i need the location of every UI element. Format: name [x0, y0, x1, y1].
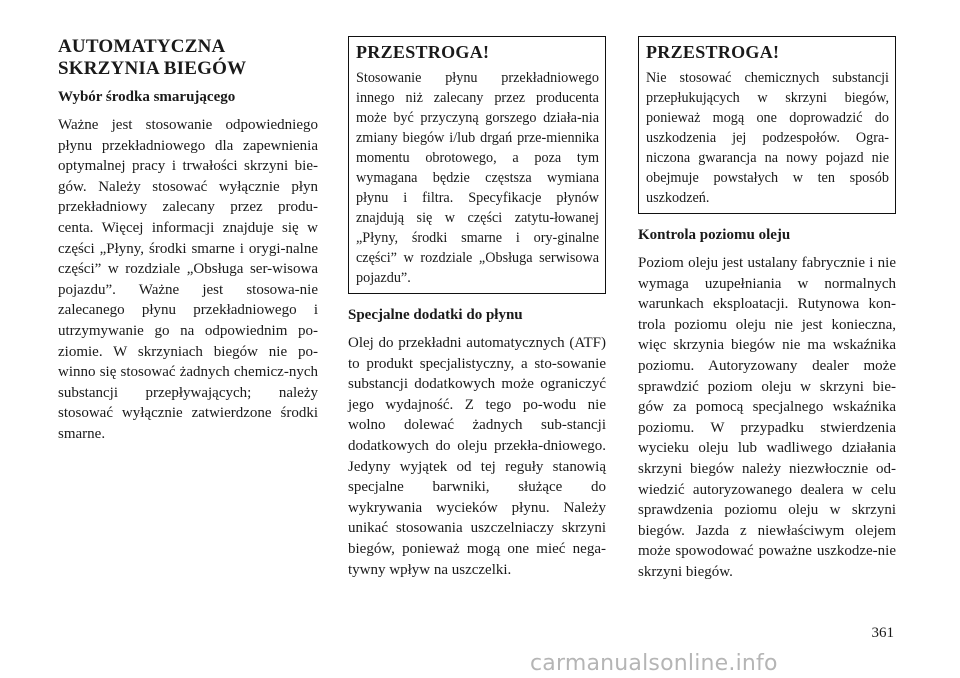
lubricant-selection-paragraph: Ważne jest stosowanie odpowiedniego płynu przekładniowego dla zapewnienia optymalnej pracy i trwałości skrzyni bie-gów. Należy stosować wyłącznie płyn przekładniowy zalecany przez produ-centa. Więcej informacji znajduje się w części „Płyny, środki smarne i orygi-nalne części” w rozdziale „Obsługa ser-wisowa pojazdu”. Ważne jest stosowa-nie zalecanego płynu przekładniowego i utrzymywanie go na odpowiednim po-ziomie. W skrzyniach biegów nie po-winno się stosować żadnych chemicz-nych substancji przepływających; należy stosować wyłącznie zatwierdzone środki smarne. [58, 117, 318, 442]
section-title-line2: SKRZYNIA BIEGÓW [58, 58, 247, 79]
page-number: 361 [871, 625, 894, 641]
section-title [58, 36, 318, 80]
caution-text: Stosowanie płynu przekładniowego innego niż zalecany przez producenta może być przyczyną gorszego działa-nia zmiany biegów i/lub drgań prze-miennika momentu obrotowego, a poza tym wymagana będzie częstsza wymiana płynu i filtra. Specyfikacje płynów znajdują się w części zatytu-łowanej „Płyny, środki smarne i ory-ginalne części” w rozdziale „Obsługa serwisowa pojazdu”. [356, 70, 599, 286]
left-column [58, 36, 318, 455]
caution-box-fluid [348, 36, 606, 294]
oil-level-check-paragraph: Poziom oleju jest ustalany fabrycznie i nie wymaga uzupełniania w normalnych warunkach eksploatacji. Rutynowa kon-trola poziomu oleju nie jest konieczna, więc skrzynia biegów nie ma wskaźnika poziomu. Autoryzowany dealer może sprawdzić poziom oleju w skrzyni bie-gów za pomocą specjalnego wskaźnika poziomu. W przypadku stwierdzenia wycieku oleju lub wadliwego działania skrzyni biegów należy niezwłocznie od-wiedzić autoryzowanego dealera w celu sprawdzenia poziomu oleju w skrzyni biegów. Jazda z niewłaściwym olejem może spowodować poważne uszkodze-nie skrzyni biegów. [638, 255, 896, 580]
watermark: carmanualsonline.info [530, 651, 778, 676]
caution-title: PRZESTROGA! [356, 42, 490, 62]
fluid-additives-heading: Specjalne dodatki do płynu [348, 307, 523, 323]
fluid-additives-paragraph: Olej do przekładni automatycznych (ATF) to produkt specjalistyczny, a sto-sowanie substancji dodatkowych może ograniczyć jego wydajność. Z tego po-wodu nie wolno dolewać żadnych sub-stancji dodatkowych do oleju przekła-dniowego. Jedyny wyjątek od tej reguły stanowią specjalne barwniki, służące do wykrywania wycieków płynu. Należy unikać stosowania uszczelniaczy skrzyni biegów, ponieważ mogą one mieć nega-tywny wpływ na uszczelki. [348, 335, 606, 578]
caution-text: Nie stosować chemicznych substancji przepłukujących w skrzyni biegów, ponieważ mogą one doprowadzić do uszkodzenia jej podzespołów. Ogra-niczona gwarancja na nowy pojazd nie obejmuje powstałych w ten sposób uszkodzeń. [646, 70, 889, 206]
oil-level-check-heading: Kontrola poziomu oleju [638, 227, 791, 243]
lubricant-selection-heading: Wybór środka smarującego [58, 89, 236, 105]
section-title-line1: AUTOMATYCZNA [58, 36, 226, 57]
caution-title: PRZESTROGA! [646, 42, 780, 62]
right-column [638, 36, 896, 593]
middle-column [348, 36, 606, 590]
caution-box-flushing [638, 36, 896, 214]
